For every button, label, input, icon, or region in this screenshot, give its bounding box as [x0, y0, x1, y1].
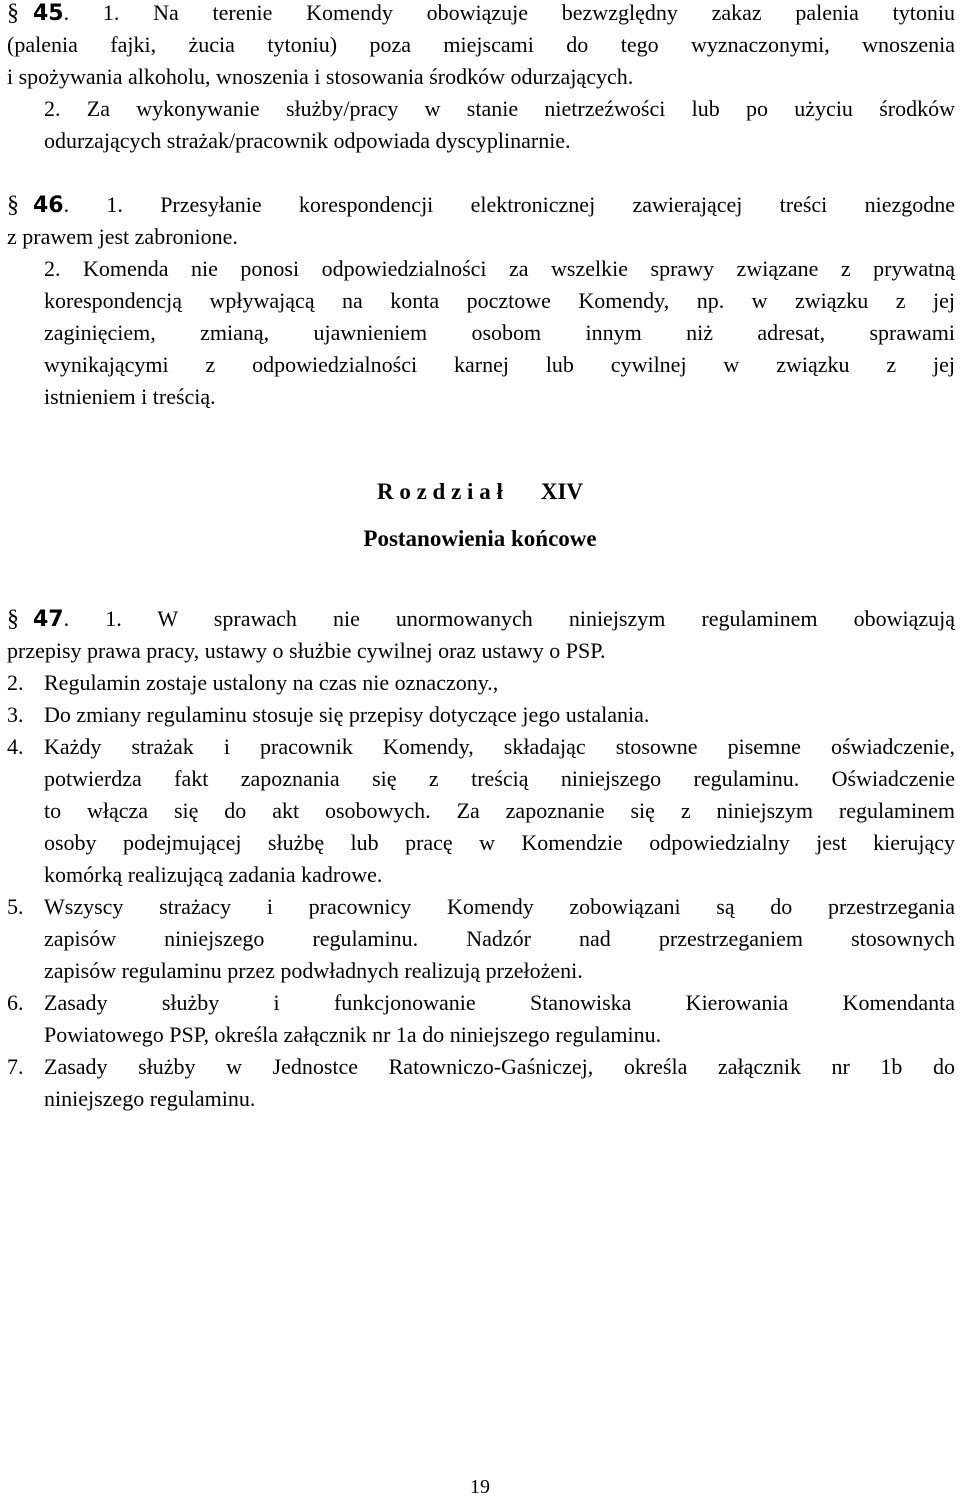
chapter-heading	[0, 476, 960, 508]
list-item	[7, 667, 955, 699]
line: Zasady służby i funkcjonowanie Stanowiska Kierowania Komendanta	[44, 990, 955, 1015]
list-item	[7, 987, 955, 1051]
line: 2. Za wykonywanie służby/pracy w stanie nietrzeźwości lub po użyciu środków	[44, 96, 955, 121]
section-sign: §	[7, 0, 19, 26]
paragraph-45	[7, 0, 955, 157]
paragraph-46	[7, 189, 955, 413]
item-number: 3.	[7, 702, 24, 727]
chapter-number: XIV	[540, 479, 584, 504]
chapter-label: R o z d z i a ł	[376, 479, 503, 504]
page-number: 19	[470, 1476, 490, 1498]
paragraph-47	[7, 603, 955, 1115]
line: Zasady służby w Jednostce Ratowniczo-Gaśniczej, określa załącznik nr 1b do	[44, 1054, 955, 1079]
line	[7, 189, 955, 221]
item-number: 2.	[7, 670, 24, 695]
line: i spożywania alkoholu, wnoszenia i stosowania środków odurzających.	[7, 64, 634, 89]
line: Wszyscy strażacy i pracownicy Komendy zobowiązani są do przestrzegania	[44, 894, 955, 919]
item-number: 6.	[7, 990, 24, 1015]
line: zapisów niniejszego regulaminu. Nadzór nad przestrzeganiem stosownych	[44, 926, 955, 951]
line: korespondencją wpływającą na konta pocztowe Komendy, np. w związku z jej	[44, 288, 955, 313]
line: Każdy strażak i pracownik Komendy, składając stosowne pisemne oświadczenie,	[44, 734, 955, 759]
line: (palenia fajki, żucia tytoniu) poza miejscami do tego wyznaczonymi, wnoszenia	[7, 32, 955, 57]
line: istnieniem i treścią.	[44, 384, 216, 409]
list-item	[7, 731, 955, 891]
section-number: 46	[33, 193, 64, 218]
line: wynikającymi z odpowiedzialności karnej lub cywilnej w związku z jej	[44, 352, 955, 377]
line: potwierdza fakt zapoznania się z treścią niniejszego regulaminu. Oświadczenie	[44, 766, 955, 791]
section-sign: §	[7, 606, 19, 632]
line: 2. Komenda nie ponosi odpowiedzialności za wszelkie sprawy związane z prywatną	[44, 256, 955, 281]
line: z prawem jest zabronione.	[7, 224, 238, 249]
line-text: . 1. Na terenie Komendy obowiązuje bezwzględny zakaz palenia tytoniu	[63, 0, 955, 25]
line: Powiatowego PSP, określa załącznik nr 1a do niniejszego regulaminu.	[44, 1022, 662, 1047]
line: przepisy prawa pracy, ustawy o służbie cywilnej oraz ustawy o PSP.	[7, 638, 606, 663]
line: komórką realizującą zadania kadrowe.	[44, 862, 383, 887]
item-number: 5.	[7, 894, 24, 919]
section-sign: §	[7, 192, 19, 218]
line	[7, 603, 955, 635]
line-text: . 1. W sprawach nie unormowanych niniejszym regulaminem obowiązują	[63, 606, 955, 631]
item-number: 7.	[7, 1054, 24, 1079]
line	[7, 0, 955, 29]
line: zapisów regulaminu przez podwładnych realizują przełożeni.	[44, 958, 583, 983]
section-number: 45	[33, 1, 64, 26]
section-number: 47	[33, 607, 64, 632]
line-text: . 1. Przesyłanie korespondencji elektronicznej zawierającej treści niezgodne	[63, 192, 955, 217]
line: Do zmiany regulaminu stosuje się przepisy dotyczące jego ustalania.	[44, 702, 650, 727]
chapter-title: Postanowienia końcowe	[363, 526, 597, 551]
line: to włącza się do akt osobowych. Za zapoznanie się z niniejszym regulaminem	[44, 798, 955, 823]
line: zaginięciem, zmianą, ujawnieniem osobom innym niż adresat, sprawami	[44, 320, 955, 345]
line: osoby podejmującej służbę lub pracę w Komendzie odpowiedzialny jest kierujący	[44, 830, 955, 855]
item-number: 4.	[7, 734, 24, 759]
list-item	[7, 699, 955, 731]
list-item	[7, 891, 955, 987]
line: odurzających strażak/pracownik odpowiada dyscyplinarnie.	[44, 128, 571, 153]
list-item	[7, 1051, 955, 1115]
line: niniejszego regulaminu.	[44, 1086, 256, 1111]
line: Regulamin zostaje ustalony na czas nie oznaczony.,	[44, 670, 499, 695]
